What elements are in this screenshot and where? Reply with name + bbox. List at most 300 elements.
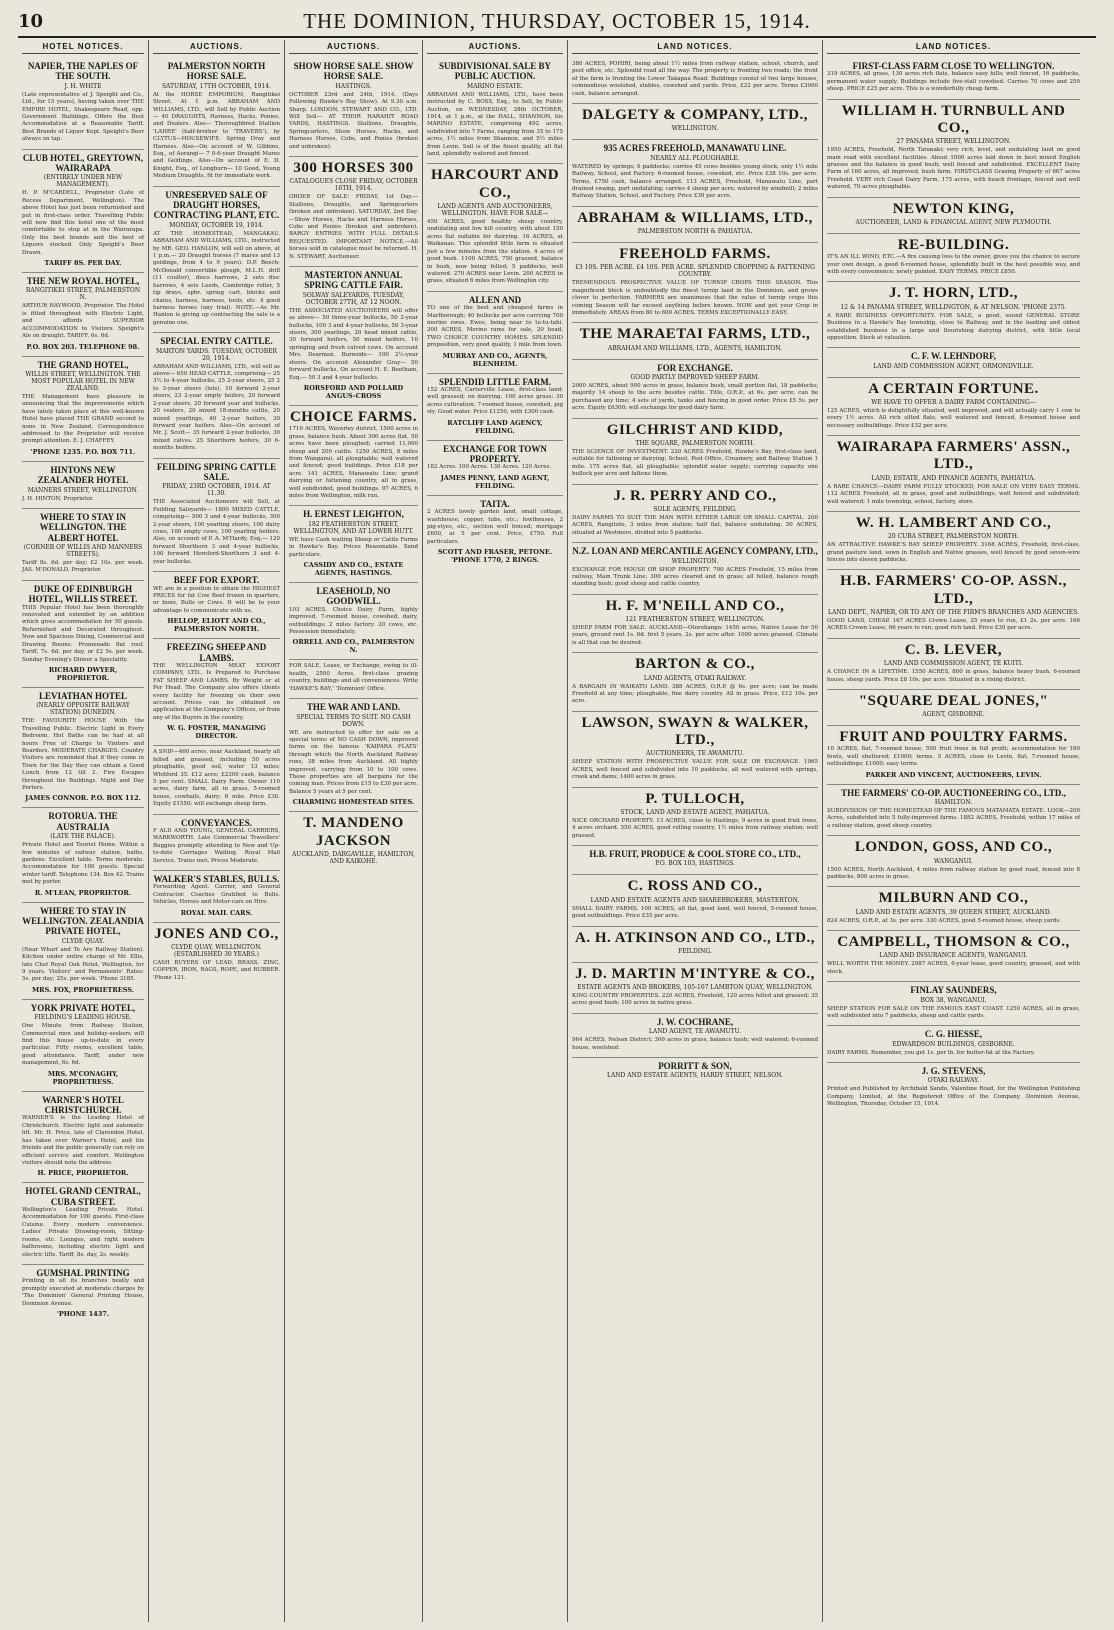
advertisement	[289, 58, 418, 157]
advertisement-signature: 'PHONE 1235. P.O. BOX 711.	[30, 447, 136, 456]
advertisement	[289, 699, 418, 812]
advertisement	[827, 887, 1080, 931]
advertisement-body: DAIRY FARMS TO SUIT THE MAN WITH EITHER LARGE OR SMALL CAPITAL. 200 ACRES, Rangitoto, 3 miles from station; half flat, balance undulating. 50 ACRES, situated at Westmere, divided into 5 paddocks.	[572, 514, 818, 536]
advertisement-subtitle: MARTON YARDS. TUESDAY, OCTOBER 20, 1914.	[155, 347, 278, 362]
advertisement-title: C. ROSS AND CO.,	[627, 878, 763, 895]
advertisement-body: AT THE HOMESTEAD, MANGAKAU. ABRAHAM AND WILLIAMS, LTD., instructed by MR. GEO. HANLON, will sell on above, at 1 p.m.— 20 Draught horses (7 mares and 13 geldings, from 4 to 9 years). D.P. Beech-McDonald convertible plough, M.L.H. drill (11 coulter), discs harrows, 2 sets disc harrows, 4 sets Leeds, Cambridge roller, 5 tip drays, sphr. spring cart, blocks and chains, harness, harness, tools, etc. 4 good harness horses (any trial). NOTE.—As Mr. Hanlon is giving up contracting the sale is a genuine one.	[153, 230, 280, 326]
advertisement-body: 103 ACRES, Choice Dairy Farm, highly improved, 7-roomed house, cowshed, dairy, outbuildings; 2 miles factory. 20 cows, etc. Possession immediately.	[289, 606, 418, 636]
column-2	[148, 40, 284, 1622]
advertisement-subtitle: WE HAVE TO OFFER A DAIRY FARM CONTAINING—	[871, 398, 1036, 406]
advertisement-title: SPECIAL ENTRY CATTLE.	[160, 336, 273, 347]
advertisement-signature: 'PHONE 1437.	[56, 1310, 110, 1319]
advertisement-signature: R. M'LEAN, PROPRIETOR.	[34, 888, 132, 897]
advertisement	[153, 639, 280, 746]
advertisement	[289, 157, 418, 267]
advertisement-body: ABRAHAM AND WILLIAMS, LTD., will sell as above— 650 HEAD CATTLE, comprising— 25 3½ to 4-year bullocks, 25 2-year steers, 25 2 to 3-year steers (lots), 10 forward 2-year steers, 23 2-year empty heifers, 20 forward 2-year steers, 20 forward year and bullocks, 20 vealers, 20 mixed 18-months cattle, 20 mixed yearlings, 40 2-year heifers, 30 forward year heifers. Also—On account of Mr. J. Scott— 35 forward 2-year bullocks, 30 mixed calves. 25 Shorthorn heifers, 30 6-months heifers.	[153, 363, 280, 452]
advertisement-signature: ORRELL AND CO., PALMERSTON N.	[292, 638, 415, 655]
advertisement	[22, 1000, 144, 1092]
advertisement-body: A SNIP—460 acres, near Auckland, nearly all felled and grassed, including 50 acres ploughable, good soil, water 13 miles; Whitford 35. £12 acre; £2300 cash, balance 5 per cent. SMALL Dairy Farm. Owner 110 acres, dairy farm, all in grass, 5-roomed house, cowbails, dairy; 6 mile. Price £30. Equity £1550; will exchange sheep farm.	[153, 749, 280, 808]
advertisement	[22, 1265, 144, 1323]
advertisement-subtitle: (CORNER OF WILLIS AND MANNERS STREETS).	[23, 544, 143, 559]
advertisement-subtitle: SOLWAY SALEYARDS, TUESDAY, OCTOBER 27TH, AT 12 NOON.	[302, 291, 405, 306]
advertisement-signature: MRS. M'CONAGHY, PROPRIETRESS.	[47, 1069, 119, 1086]
advertisement	[827, 570, 1080, 638]
advertisement-title: GILCHRIST AND KIDD,	[606, 421, 784, 438]
advertisement-signature: JAMES CONNOR. P.O. BOX 112.	[25, 794, 141, 803]
advertisement	[827, 348, 1080, 377]
advertisement	[827, 198, 1080, 234]
advertisement-body: WELL WORTH THE MONEY. 2987 ACRES, 6-year lease, good country, grassed, and with stock.	[827, 961, 1080, 975]
advertisement-title: BARTON & CO.,	[635, 656, 755, 673]
advertisement-subtitle: FRIDAY, 23RD OCTOBER, 1914. AT 11.30.	[162, 483, 271, 498]
advertisement-body: GOOD LAND, CHEAP. 167 ACRES Crown Lease, 25 years to run, £1 2s. per acre. 166 ACRES Crown Lease, 66 years to run; good rich land. Price £30 per acre.	[827, 617, 1080, 632]
advertisement-body: At the HORSE EMPORIUM, Rangitikei Street. At 1 p.m. ABRAHAM AND WILLIAMS, LTD., will Sell by Public Auction— 40 DRAUGHTS, Harness, Hacks, Ponies, and Dealers. Also— Thoroughbred Stallion 'LAHRE' (half-brother to 'TRAVERS'), by CLYTUS—HOUSEWIFE. Spring Dray and Harness. Also—On account of W. Gibbins, Esq., of Aorangi— 7 0-6-year Draught Mares and Geldings. Also—On account of E. D. Knight, Esq., of Longburn— 10 Good, Young Medium Draughts, fit for immediate work.	[153, 91, 280, 180]
advertisement-subtitle: (NEARLY OPPOSITE RAILWAY STATION) DUNEDIN.	[36, 702, 130, 717]
advertisement-title: C. B. LEVER,	[904, 641, 1003, 658]
advertisement	[153, 187, 280, 334]
advertisement-body: A RARE BUSINESS OPPORTUNITY. FOR SALE, a good, sound GENERAL STORE Business in a Hawke's Bay township, close to Railway, and in the leading and oldest established business in a large and flourishing dairying district, with little local opposition. Stock at valuation.	[827, 312, 1080, 341]
advertisement-subtitle: THE SQUARE, PALMERSTON NORTH.	[635, 439, 755, 447]
advertisement-title: T. MANDENO JACKSON	[303, 815, 404, 849]
advertisement-body: THE FAVOURITE HOUSE With the Travelling Public. Electric Light in Every Bedroom. Hot Baths can be had at all hours Free of Charge to Visitors and Boarders. MODERATE CHARGES. Country Visitors are reminded that if they come in Town for the Day they can obtain a Good Lunch from 12 till 2. Fire Escapes throughout the Buildings. Night and Day Porters.	[22, 718, 144, 792]
advertisement	[153, 871, 280, 923]
advertisement-body: 1950 ACRES, Freehold, North Taranaki; very rich, level, and undulating land on good main road with excellent facilities. About 1000 acres laid down in best mixed English grasses and the balance in good bush; well fenced and subdivided. EXCELLENT Dairy Farm of 160 acres, all improved, bush farm. FIRST-CLASS Grazing Property of 667 acres Freehold. VERY rich Coast Dairy Farm, 175 acres, with beach frontage, fenced and well watered, 70 acres ploughable.	[827, 147, 1080, 191]
advertisement-subtitle: (ENTIRELY UNDER NEW MANAGEMENT).	[43, 174, 123, 189]
advertisement-title: LEVIATHAN HOTEL	[38, 690, 128, 701]
advertisement	[572, 875, 818, 926]
advertisement-signature: SCOTT AND FRASER, PETONE. 'PHONE 1770, 2 RINGS.	[437, 548, 553, 565]
advertisement-subtitle: £3 10S. PER ACRE. £4 10S. PER ACRE. SPLENDID CROPPING & FATTENING COUNTRY.	[575, 264, 815, 279]
advertisement	[827, 982, 1080, 1026]
advertisement	[22, 688, 144, 809]
advertisement-signature: MRS. FOX, PROPRIETRESS.	[31, 985, 135, 994]
advertisement	[572, 927, 818, 963]
advertisement-subtitle: OTAKI RAILWAY.	[927, 1077, 980, 1085]
advertisement-body: EXCHANGE FOR HOUSE OR SHOP PROPERTY. 700 ACRES Freehold, 15 miles from railway, Main Trunk Line; 300 acres cleared and in grass; all felled, balance rough standing bush; good sheep and cattle country.	[572, 566, 818, 588]
advertisement-body: (Near Wharf and Te Aro Railway Station). Kitchen under entire charge of Mr. Ellis, late Chef Royal Oak Hotel, Wellington, for 9 years. Visitors' and Permanents' Rates: 5s. per day; 25s. per week. 'Phone 3185.	[22, 946, 144, 983]
advertisement-subtitle: LAND AND COMMISSION AGENT, ORMONDVILLE.	[873, 362, 1034, 370]
advertisement	[22, 903, 144, 1000]
advertisement-body: 2000 ACRES, about 900 acres in grass, balance bush, small portion flat, 18 paddocks; majority 14 sheep to the acre besides cattle. Title, O.R.P., at 6s. per acre; can be purchased any time; 4 sets of yards, tanks and fencing in good order. Price £5 5s. per acre. Equity £6300; will exchange for good dairy farm.	[572, 383, 818, 412]
advertisement-subtitle: BOX 38, WANGANUI.	[920, 996, 987, 1004]
advertisement-title: J. T. HORN, LTD.,	[888, 285, 1019, 302]
advertisement-title: FIRST-CLASS FARM CLOSE TO WELLINGTON.	[852, 61, 1055, 71]
advertisement-subtitle: EDWARDSON BUILDINGS, GISBORNE.	[892, 1040, 1015, 1048]
advertisement	[827, 282, 1080, 348]
advertisement	[289, 660, 418, 699]
advertisement-title: ABRAHAM & WILLIAMS, LTD.,	[577, 209, 813, 226]
advertisement-title: P. TULLOCH,	[645, 790, 745, 807]
advertisement-subtitle: J. H. WHITE	[64, 82, 102, 90]
advertisement-body: Printing in all its branches neatly and promptly executed at moderate charges by 'The Dominion' General Printing House, Dominion Avenue.	[22, 1278, 144, 1307]
advertisement-body: 182 Acres. 100 Acres. 130 Acres. 120 Acres.	[427, 464, 552, 471]
column-heading: HOTEL NOTICES.	[22, 40, 144, 54]
advertisement-body: 824 ACRES, O.R.P., at 3s. per acre. 330 ACRES, good 5-roomed house, sheep yards.	[827, 917, 1061, 924]
advertisement	[22, 357, 144, 462]
advertisement-body: WE are in a position to obtain the HIGHEST PRICES for fat Cow Beef frozen in quarters, or bone, Bulls or Cows. It will be to your advantage to communicate with us.	[153, 585, 280, 614]
advertisement	[22, 808, 144, 902]
advertisement-subtitle: MANNERS STREET, WELLINGTON.	[27, 486, 139, 494]
advertisement-signature: CASSIDY AND CO., ESTATE AGENTS, HASTINGS.	[303, 561, 404, 578]
advertisement-title: H. ERNEST LEIGHTON,	[303, 509, 404, 520]
advertisement-signature: H. PRICE, PROPRIETOR.	[37, 1169, 129, 1178]
advertisement-subtitle: LAND DEPT., NAPIER, OR TO ANY OF THE FIRM'S BRANCHES AND AGENCIES.	[828, 608, 1079, 616]
advertisement-subtitle: 27 PANAMA STREET, WELLINGTON.	[896, 138, 1011, 146]
advertisement-body: OCTOBER 23rd and 24th, 1914. (Days Following Hawke's Bay Show). At 9.30 a.m. Sharp. LONDON, STEWART AND CO., LTD. Will Sell— AT THEIR HARAHIT ROAD YARDS, HASTINGS. Stallions, Draughts, Springcarters, Show Horses, Hacks, and Harness Horses, Cobs, and Ponies (broken and unbroken).	[289, 91, 418, 150]
advertisement-subtitle: (LATE THE PALACE).	[50, 833, 116, 841]
advertisement-subtitle: FEILDING.	[678, 947, 712, 955]
advertisement	[572, 207, 818, 243]
advertisement	[827, 100, 1080, 198]
advertisement	[289, 506, 418, 583]
advertisement-body: A CHANCE IN A LIFETIME. 1550 ACRES, 800 in grass, balance heavy bush, 6-roomed house, sheep yards. Price £8 10s. per acre. Situated in a rising district.	[827, 669, 1080, 683]
advertisement-body: (Late representative of J. Speight and Co., Ltd., for 15 years), having taken over THE EMPIRE HOTEL, Shakespeare Road, opp. Government Buildings. Offers the Best Accommodation at a Reasonable Tariff. Best Brands of Liquor Kept. Speight's Beer always on tap.	[22, 91, 144, 143]
advertisement-body: SHEEP FARM FOR SALE. AUCKLAND—Otorohanga: 1450 acres, Native Lease for 50 years, ground rent 1s. 6d. first 5 years, 2s. per acre after. 1000 acres grassed. Climate is all that can be desired.	[572, 625, 818, 646]
advertisement-body: DAIRY FARMS. Remember, you get 1s. per lb. for butter-fat at the Factory.	[827, 1049, 1035, 1056]
advertisement	[572, 712, 818, 788]
advertisement	[153, 459, 280, 572]
advertisement-title: SUBDIVISIONAL SALE BY PUBLIC AUCTION.	[438, 61, 552, 82]
page-number: 10	[18, 10, 44, 32]
advertisement-subtitle: WELLINGTON.	[671, 125, 719, 133]
advertisement-subtitle: LAND AGENTS AND AUCTIONEERS, WELLINGTON. HAVE FOR SALE—	[437, 202, 553, 217]
advertisement-subtitle: PALMERSTON NORTH & PAHIATUA.	[637, 228, 753, 236]
advertisement-title: J. G. STEVENS,	[921, 1066, 986, 1077]
advertisement-body: 2 ACRES lovely garden land, small cottage, washhouse, copper, tubs, etc.; fowlhouses, 2 pig-styes, etc., section well fenced; mortgage £600, at 5 per cent. Price, £750. Full particulars.	[427, 509, 563, 545]
advertisement	[827, 378, 1080, 437]
advertisement-body: SMALL DAIRY FARMS. 100 ACRES, all flat, good land, well fenced, 5-roomed house, good outbuildings. Price £35 per acre.	[572, 905, 818, 920]
advertisement-title: H.B. FRUIT, PRODUCE & COOL STORE CO., LTD.,	[589, 849, 801, 860]
advertisement-body: AN ATTRACTIVE HAWKE'S BAY SHEEP PROPERTY. 3168 ACRES, Freehold, first-class, grand pasture land, sown in English and Native grasses, well fenced by good seven-wire fences into eleven paddocks.	[827, 542, 1080, 564]
advertisement-body: 380 ACRES, POHIRI, being about 1½ miles from railway station, school, church, and post office, etc. Splendid road all the way. The property is fronting two roads; the front of the farm is fronting the Lower Takapau Road. Buildings consist of two large houses, commodious woolshed, stables, cowshed and yards. Price, £22 per acre. Terms £3000 cash, balance arranged.	[572, 61, 818, 97]
advertisement	[827, 836, 1080, 887]
advertisement-body: H. P. M'CARDELL, Proprietor (Late of Recess Department, Wellington). The above Hotel has just been refurnished and put in first-class order. Travelling Public will now find this hotel one of the most comfortable to stop at in the Wairarapa. Only the best brands and the best of Liquors stocked. Only Speight's Beer Drawn.	[22, 190, 144, 256]
advertisement-title: FREEZING SHEEP AND LAMBS.	[166, 642, 267, 663]
advertisement	[22, 150, 144, 273]
advertisement-subtitle: LAND AND ESTATE AGENTS, HARDY STREET, NELSON.	[606, 1072, 783, 1080]
advertisement	[572, 243, 818, 323]
advertisement-title: CAMPBELL, THOMSON & CO.,	[837, 934, 1070, 951]
advertisement-title: CONVEYANCES.	[181, 817, 252, 828]
advertisement-signature: W. G. FOSTER, MANAGING DIRECTOR.	[167, 724, 266, 741]
advertisement-body: ORDER OF SALE: FRIDAY, 1st Day.—Stallions, Draughts, and Springcarters (broken and unbroken). SATURDAY, 2nd Day.—Show Horses, Hacks and Harness Horses, Cobs and Ponies (broken and unbroken). BARGY ENTRIES WITH FULL DETAILS REQUESTED. IMPORTANT NOTICE.—All horses sold in catalogue must be returned. H. N. STEWART, Auctioneer.	[289, 194, 418, 260]
column-1	[18, 40, 148, 1622]
advertisement-subtitle: LAND AND ESTATE AGENTS AND SHAREBROKERS, MASTERTON.	[590, 896, 800, 904]
advertisement-subtitle: ABRAHAM AND WILLIAMS, LTD., AGENTS, HAMILTON.	[607, 344, 783, 352]
advertisement-title: WALKER'S STABLES, BULLS.	[153, 874, 280, 885]
advertisement-title: H. F. M'NEILL AND CO.,	[605, 597, 785, 614]
column-heading: AUCTIONS.	[289, 40, 418, 54]
advertisement-title: "SQUARE DEAL JONES,"	[858, 692, 1049, 709]
advertisement-signature: JAMES PENNY, LAND AGENT, FEILDING.	[440, 473, 550, 490]
advertisement-body: A RARE CHANCE—DAIRY FARM FULLY STOCKED, FOR SALE ON VERY EASY TERMS. 112 ACRES Freehold, all in grass, good and outbuildings; well fenced and subdivided; well watered; 1 mile township, school, factory, store.	[827, 483, 1080, 505]
advertisement	[289, 267, 418, 406]
advertisement-body: WARNER'S is the Leading Hotel of Christchurch. Electric light and automatic lift. Mr. H. Price, late of Clarendon Hotel, has taken over Warner's Hotel, and his friends and the public generally can rely on efficient service and comfort. Wellington visitors should note the address.	[22, 1115, 144, 1166]
advertisement-body: SHEEP STATION FOR SALE ON THE FAMOUS EAST COAST. 1250 ACRES, all in grass, well subdivided into 7 paddocks, sheep and cattle yards.	[827, 1005, 1080, 1019]
advertisement	[827, 58, 1080, 100]
advertisement	[572, 419, 818, 485]
advertisement-title: NEWTON KING,	[892, 200, 1015, 217]
advertisement-body: 1710 ACRES, Waverley district, 1500 acres in grass, balance bush. About 300 acres flat, 50 acres have been ploughed; carried 11,000 sheep and 200 cattle. 1250 ACRES, 8 miles from Wanganui, all ploughable; well watered and fenced; good buildings. Price £18 per acre. 141 ACRES, Manawatu Line; grand dairying or fattening country, all in grass, well subdivided, good buildings. 97 ACRES, 6 miles from Wellington, milk run.	[289, 426, 418, 500]
advertisement	[827, 512, 1080, 571]
advertisement	[827, 436, 1080, 512]
advertisement-subtitle: ESTATE AGENTS AND BROKERS, 105-107 LAMBTON QUAY, WELLINGTON.	[577, 984, 813, 992]
advertisement-title: EXCHANGE FOR TOWN PROPERTY.	[443, 443, 547, 465]
advertisement-title: N.Z. LOAN AND MERCANTILE AGENCY COMPANY, LTD.,	[572, 546, 818, 557]
advertisement	[572, 58, 818, 104]
advertisement-title: PORRITT & SON,	[658, 1061, 732, 1072]
advertisement-body: Private Hotel and Tourist Home. Within a few minutes of railway station, baths, gardens. Excellent table. Terms moderate. Accommodation for 100 guests. Special winter tariff. Telephone 134. Box 42. Trains met by porter.	[22, 842, 144, 886]
advertisement	[22, 509, 144, 581]
advertisement-body: ABRAHAM AND WILLIAMS, LTD., have been instructed by C. BOSS, Esq., to Sell, by Public Auction, on WEDNESDAY, 28th OCTOBER, 1914, at 1 p.m., at the HALL, SHANNON, his MARINO ESTATE, comprising 492 acres, subdivided into 7 Farms, ranging from 35 to 175 acres, 1½ miles from Shannon, and 5½ miles from Levin. Soil is of the finest quality, all flat land, splendidly watered and fenced.	[427, 91, 563, 158]
advertisement-subtitle: HAMILTON.	[934, 799, 973, 807]
masthead	[18, 6, 1096, 38]
advertisement-title: FINLAY SAUNDERS,	[910, 985, 997, 996]
advertisement-subtitle: SATURDAY, 17TH OCTOBER, 1914.	[161, 82, 272, 90]
advertisement-title: FOR EXCHANGE.	[657, 362, 733, 373]
advertisement-body: 1500 ACRES, North Auckland, 4 miles from railway station by good road, fenced into 8 paddocks, 800 acres in grass.	[827, 866, 1080, 880]
advertisement	[572, 963, 818, 1014]
advertisement-title: H.B. FARMERS' CO-OP. ASSN., LTD.,	[840, 573, 1067, 607]
advertisement-body: Printed and Published by Archibald Sando, Valentine Road, for the Wellington Publishing Company, Limited, at the Registered Office of the Company, Dominion Avenue, Wellington, Thursday, October 15, 1914.	[827, 1086, 1080, 1108]
advertisement-subtitle: LAND AND INSURANCE AGENTS, WANGANUI.	[879, 952, 1028, 960]
advertisement-title: FEILDING SPRING CATTLE SALE.	[156, 461, 277, 483]
advertisement-title: CHOICE FARMS.	[289, 409, 418, 426]
advertisement-signature: RICHARD DWYER, PROPRIETOR.	[48, 665, 118, 682]
advertisement	[22, 58, 144, 150]
advertisement-body: ARTHUR HAYWOOD, Proprietor. The Hotel is fitted throughout with Electric Light, and affords SUPERIOR ACCOMMODATION to Visitors. Speight's Ale on draught. TARIFF, 6s. 6d.	[22, 303, 144, 340]
advertisement-body: TREMENDOUS PROSPECTIVE VALUE OF TURNIP CROPS THIS SEASON. This magnificent block is undoubtedly the finest turnip land in the Dominion, and grows clover to perfection. FARMERS are unanimous that the value of turnip crops this coming Season will far exceed anything before known. NOW and get your Crop in immediately. AREAS from 80 to 600 ACRES. TERMS EXCEPTIONALLY EASY.	[572, 280, 818, 316]
advertisement-title: GUMSHAL PRINTING	[36, 1268, 130, 1278]
advertisement	[572, 485, 818, 544]
column-heading: LAND NOTICES.	[572, 40, 818, 54]
advertisement	[153, 923, 280, 988]
advertisement-subtitle: NEARLY ALL PLOUGHABLE.	[650, 154, 740, 162]
advertisement-title: TAITA.	[480, 498, 510, 509]
advertisement-body: F ALD AND YOUNG, GENERAL CARRIERS, WARKWORTH. Late Commercial Travellers' Buggies promptly attending to New and Up-to-date Carriages Waiting. Royal Mail Service. Trains met. Prices Moderate.	[153, 827, 280, 864]
advertisement	[22, 462, 144, 509]
advertisement-body: KING COUNTRY PROPERTIES. 220 ACRES, Freehold, 120 acres felled and grassed; 35 acres good bush; 100 acres in native grass.	[572, 993, 818, 1007]
advertisement-title: 300 HORSES 300	[293, 160, 414, 177]
advertisement-title: J. R. PERRY AND CO.,	[613, 487, 777, 504]
advertisement-title: FREEHOLD FARMS.	[619, 246, 771, 263]
advertisement-body: THE Management have pleasure in announcing that the improvements which have lately taken place at this well-known Hotel have placed THE GRAND second to none in New Zealand. Correspondence addressed to the Proprietor will receive prompt attention. E. J. CHAFFEY.	[22, 393, 144, 445]
advertisement	[572, 140, 818, 206]
advertisement-subtitle: STOCK, LAND AND ESTATE AGENT, PAHIATUA.	[620, 808, 770, 816]
advertisement-body: 152 ACRES, Carterville Lease, first-class land; well grassed; on dairying. 100 acres grass; 30 acres cultivation; 7-roomed house, cowshed, pig sty. Good water. Price £1250, with £300 cash.	[427, 387, 563, 416]
advertisement-title: LEASEHOLD, NO GOODWILL.	[316, 586, 391, 607]
advertisement	[572, 788, 818, 847]
advertisement-title: C. F. W. LEHNDORF,	[910, 351, 997, 362]
advertisement	[572, 653, 818, 712]
advertisement-subtitle: CLYDE QUAY, WELLINGTON. (ESTABLISHED 30 YEARS.)	[171, 943, 262, 958]
advertisement-subtitle: CLYDE QUAY.	[61, 937, 105, 945]
advertisement-title: C. G. HIESSE,	[924, 1029, 983, 1040]
column-4	[422, 40, 567, 1622]
advertisement-title: LAWSON, SWAYN & WALKER, LTD.,	[581, 714, 809, 749]
advertisement-body: One Minute from Railway Station, Commercial men and holiday-seekers will find this house up-to-date in every particular. Fifty rooms, excellent table, good attendance. Tariff, under new management, 6s. 6d.	[22, 1023, 144, 1067]
advertisement-title: J. W. COCHRANE,	[656, 1016, 734, 1027]
advertisement-body: WE are instructed to offer for sale on a special terms of NO CASH DOWN, improved farms on the famous 'KAIPARA FLATS' through which the North Auckland Railway runs, 38 miles from Auckland. All highly improved, carrying from 10 to 100 cows. These properties are all bargains for the coming man. Prices from £15 to £30 per acre. Balance 5 years at 5 per cent.	[289, 729, 418, 795]
advertisement-title: WARNER'S HOTEL CHRISTCHURCH.	[42, 1094, 124, 1116]
advertisement-body: THE Associated Auctioneers will Sell, at Feilding Saleyards— 1800 MIXED CATTLE, comprising— 500 3 and 4-year bullocks, 300 2-year steers, 100 yearling steers, 100 dairy cows, 100 empty cows, 100 yearling heifers. Also, on account of P. A. M'Hardy, Esq.— 120 forward Shorthorn 3 and 4-year bullocks, 100 forward Hereford-Shorthorn 3 and 4-year bullocks.	[153, 499, 280, 565]
advertisement	[827, 1026, 1080, 1063]
advertisement-title: NAPIER, THE NAPLES OF THE SOUTH.	[27, 61, 139, 82]
advertisement-title: UNRESERVED SALE OF DRAUGHT HORSES, CONTRACTING PLANT, ETC.	[153, 189, 280, 221]
advertisement-title: FRUIT AND POULTRY FARMS.	[839, 729, 1068, 746]
advertisement-subtitle: LAND AND ESTATE AGENTS, 39 QUEEN STREET, AUCKLAND.	[855, 908, 1052, 916]
column-heading: AUCTIONS.	[427, 40, 563, 54]
advertisement-body: 10 ACRES, flat, 7-roomed house, 500 fruit trees in full profit; accommodation for 160 fowls, well sheltered; £1000; terms. 5 ACRES, close to Levin, flat, 7-roomed house, outbuildings; £1000; easy terms.	[827, 746, 1080, 768]
advertisement	[289, 812, 418, 872]
advertisement-body: 125 ACRES, which is delightfully situated, well improved, and will actually carry 1 cow to every 1½ acres. All rich silted flats, well watered and fenced, 8-roomed house and necessary outbuildings. Price £32 per acre.	[827, 407, 1080, 429]
advertisement-subtitle: WANGANUI.	[933, 857, 974, 865]
advertisement-body: Wellington's Leading Private Hotel. Accommodation for 100 guests. First-class Cuisine. Every modern convenience. Ladies' Private Drawing-room, Sitting-rooms, etc. Lounges, and right modern bathrooms, including electric light and electric lifts. Tariff, 8s. day, 2s. weekly.	[22, 1207, 144, 1258]
advertisement-body: A BARGAIN IN WAIKATO LAND. 388 ACRES, O.R.P. @ 6s. per acre; can be made Freehold at any time; ploughable, fine dairy country. All in grass. Price, £12 10s. per acre.	[572, 683, 818, 705]
advertisement-body: CASH BUYERS OF LEAD, BRASS, ZINC, COPPER, IRON, RAGS, ROPE, and RUBBER. 'Phone 121.	[153, 959, 280, 981]
advertisement	[827, 785, 1080, 837]
advertisement-body: 319 ACRES, all grass, 130 acres rich flats, balance easy hills; well fenced, 16 paddocks, permanent water supply. Buildings include five-stall cowshed. Carries 70 cows and 250 sheep. PRICE £25 per acre. This is a wonderfully cheap farm.	[827, 71, 1080, 93]
advertisement-subtitle: SOLE AGENTS, FEILDING.	[653, 505, 737, 513]
advertisement-body: Forwarding Agent. Carrier, and General Contractor. Coaches Gratified to Bulls. Vehicles, Horses and Motor-cars on Hire.	[153, 884, 280, 906]
advertisement-title: DALGETY & COMPANY, LTD.,	[582, 107, 808, 124]
advertisement-signature: MURRAY AND CO., AGENTS, BLENHEIM.	[442, 351, 548, 368]
advertisement-title: HARCOURT AND CO.,	[430, 167, 560, 201]
advertisement-subtitle: 121 FEATHERSTON STREET, WELLINGTON.	[625, 616, 765, 624]
advertisement	[153, 58, 280, 187]
advertisement	[22, 1092, 144, 1184]
advertisement	[827, 690, 1080, 726]
advertisement-body: SUBDIVISION OF THE HOMESTEAD OF THE FAMOUS MATAMATA ESTATE. LOOK—200 Acres, subdivided into 5 fully-improved farms. 1882 ACRES, Freehold, within 17 miles of a railway station, good sheep country.	[827, 808, 1080, 829]
advertisement-subtitle: SPECIAL TERMS TO SUIT. NO CASH DOWN.	[296, 713, 411, 728]
advertisement	[572, 1014, 818, 1058]
advertisement	[427, 58, 563, 164]
advertisement-body: TO one of the best and cheapest farms in Marlborough; 40 bullocks per acre carrying 700 merino ewes. Ewes, being near to tu-tu-tahi. 300 ACRES, Merino rams for sale, 20 head. TWO CHOICE COUNTRY HOMES. SPLENDID proposition, very good quality, 1 mile from town.	[427, 305, 563, 349]
advertisement-subtitle: MARINO ESTATE.	[467, 82, 523, 90]
advertisement	[572, 1058, 818, 1086]
advertisement-title: WILLIAM H. TURNBULL AND CO.,	[841, 102, 1066, 136]
advertisement	[827, 726, 1080, 785]
advertisement-title: 935 ACRES FREEHOLD, MANAWATU LINE.	[603, 143, 787, 154]
advertisement-signature: RATCLIFF LAND AGENCY, FEILDING.	[447, 418, 543, 435]
advertisement-title: WHERE TO STAY IN WELLINGTON. THE ALBERT HOTEL	[39, 511, 127, 543]
advertisement-signature: PARKER AND VINCENT, AUCTIONEERS, LEVIN.	[865, 770, 1042, 779]
advertisement-subtitle: AUCTIONEERS, TE AWAMUTU.	[646, 750, 744, 758]
advertisement-title: WAIRARAPA FARMERS' ASSN., LTD.,	[836, 439, 1071, 473]
column-heading: AUCTIONS.	[153, 40, 280, 54]
column-3	[284, 40, 422, 1622]
advertisement-title: THE NEW ROYAL HOTEL,	[26, 276, 140, 287]
newspaper-title: THE DOMINION, THURSDAY, OCTOBER 15, 1914.	[303, 8, 811, 33]
advertisement-subtitle: WILLIS STREET, WELLINGTON. THE MOST POPULAR HOTEL IN NEW ZEALAND.	[25, 370, 141, 392]
advertisement	[572, 323, 818, 359]
advertisement-subtitle: P.O. BOX 103, HASTINGS.	[655, 860, 735, 868]
advertisement-subtitle: AUCKLAND, DARGAVILLE, HAMILTON, AND KAIKOHE.	[291, 850, 416, 865]
advertisement	[827, 1063, 1080, 1114]
advertisement	[153, 333, 280, 458]
advertisement-subtitle: LAND, ESTATE, AND FINANCE AGENTS, PAHIATUA.	[871, 474, 1036, 482]
advertisement	[827, 639, 1080, 690]
advertisement-title: SPLENDID LITTLE FARM.	[438, 376, 552, 387]
advertisement-signature: ROYAL MAIL CARS.	[180, 908, 253, 917]
advertisement-title: YORK PRIVATE HOTEL,	[30, 1002, 136, 1013]
advertisement-title: THE MARAETAI FARMS, LTD.,	[579, 326, 811, 343]
advertisement-subtitle: 12 & 14 PANAMA STREET, WELLINGTON, & AT NELSON. 'PHONE 2375.	[840, 303, 1067, 311]
advertisement	[427, 496, 563, 569]
advertisement-title: HINTONS NEW ZEALANDER HOTEL	[37, 464, 129, 486]
advertisement	[153, 746, 280, 814]
advertisement-title: MASTERTON ANNUAL SPRING CATTLE FAIR.	[304, 270, 403, 291]
advertisement-subtitle: HASTINGS.	[335, 82, 372, 90]
advertisement	[153, 815, 280, 871]
advertisement	[289, 406, 418, 506]
advertisement-subtitle: AUCTIONEER, LAND & FINANCIAL AGENT, NEW PLYMOUTH.	[855, 218, 1052, 226]
advertisement-subtitle: MONDAY, OCTOBER 19, 1914.	[169, 221, 264, 229]
advertisement-title: PALMERSTON NORTH HORSE SALE.	[167, 61, 266, 82]
advertisement-signature: RORSFORD AND POLLARD ANGUS-CROSS	[303, 384, 404, 401]
advertisement	[427, 374, 563, 441]
advertisement	[572, 846, 818, 875]
advertisement	[572, 360, 818, 419]
advertisement-subtitle: LAND AGENT, TE AWAMUTU.	[648, 1028, 742, 1036]
advertisement-body: WATERED by springs; 6 paddocks; carries 45 cows besides young stock; only 1½ mile Railway, School, and Factory. 6-roomed house, cowshed, etc. Price £38 10s. per acre. Terms, £750 cash, balance arranged. 113 ACRES, Freehold, Manawatu Line, part drained swamp, part undulating; carries 4 sheep per acre; watered by windmill; 2 miles Railway Station, School, and Factory. Price £30 per acre.	[572, 163, 818, 200]
advertisement	[572, 543, 818, 595]
advertisement	[289, 583, 418, 660]
advertisement-body: THIS Popular Hotel has been thoroughly renovated and extended by an addition which gives accommodation for 50 guests. Refurnished and Decorated throughout. New and Spacious Dining, Commercial and Drawing Rooms. Promenade flat roof. Tariff, 7s. 6d. per day, or £2 5s. per week. Sunday Evening's Dinner a Speciality.	[22, 604, 144, 663]
advertisement-signature: P.O. BOX 203. TELEPHONE 98.	[26, 342, 140, 351]
advertisement-subtitle: WELLINGTON.	[671, 557, 719, 565]
advertisement-subtitle: RANGITIKEI STREET, PALMERSTON N.	[25, 287, 141, 302]
advertisement-title: THE FARMERS' CO-OP. AUCTIONEERING CO., LTD.,	[841, 787, 1066, 798]
advertisement-title: ALLEN AND	[468, 294, 522, 305]
advertisement-title: THE WAR AND LAND.	[306, 702, 401, 713]
advertisement-title: RE-BUILDING.	[897, 236, 1010, 253]
advertisement	[827, 234, 1080, 283]
advertisement-signature: TARIFF 8S. PER DAY.	[44, 259, 122, 268]
advertisement-subtitle: AGENT, GISBORNE.	[922, 711, 985, 719]
advertisement	[572, 595, 818, 654]
advertisement-body: IT'S AN ILL WIND, ETC.—A fire causing loss to the owner, gives you the chance to secure your own design, a good 6-roomed house, splendidly built in the best possible way, and with every convenience; newly painted. EASY TERMS. PRICE £850.	[827, 254, 1080, 275]
advertisement-title: THE GRAND HOTEL,	[37, 359, 129, 370]
advertisement-body: J. H. HINTON, Proprietor.	[22, 495, 94, 502]
advertisement-subtitle: 20 CUBA STREET, PALMERSTON NORTH.	[888, 533, 1019, 541]
advertisement-title: MILBURN AND CO.,	[878, 890, 1029, 907]
column-5	[567, 40, 822, 1622]
advertisement-title: HOTEL GRAND CENTRAL, CUBA STREET.	[25, 1186, 141, 1207]
advertisement-subtitle: 182 FEATHERSTON STREET, WELLINGTON, AND AT LOWER HUTT.	[293, 520, 414, 535]
advertisement-title: W. H. LAMBERT AND CO.,	[855, 514, 1052, 531]
advertisement-title: DUKE OF EDINBURGH HOTEL, WILLIS STREET.	[28, 583, 138, 605]
advertisement-body: FOR SALE, Lease, or Exchange, owing to ill-health, 2500 Acres, first-class grazing country, buildings and all conveniences. Write 'HAWKE'S BAY,' 'Dominion' Office.	[289, 663, 418, 692]
advertisement-signature: CHARMING HOMESTEAD SITES.	[292, 798, 415, 807]
advertisement-subtitle: LAND AGENTS, OTAKI RAILWAY.	[643, 674, 747, 682]
advertisement	[22, 581, 144, 688]
advertisement-body: WE have Cash waiting Sheep or Cattle Farms in Hawke's Bay. Prices Reasonable. Send particulars.	[289, 536, 418, 558]
advertisement	[153, 572, 280, 639]
advertisement-subtitle: GOOD PARTLY IMPROVED SHEEP FARM.	[630, 374, 760, 382]
advertisement-body: NICE ORCHARD PROPERTY. 13 ACRES, close to Hastings, 9 acres in good fruit trees, 4 acres orchard. 550 ACRES, good rolling country, 1½ miles from railway station; well grassed.	[572, 817, 818, 839]
advertisement-subtitle: LAND AND COMMISSION AGENT, TE KUITI.	[883, 660, 1024, 668]
advertisement-title: JONES AND CO.,	[154, 925, 279, 942]
column-heading: LAND NOTICES.	[827, 40, 1080, 54]
advertisement-body: Tariff 8s. 6d. per day; £2 10s. per week. JAS. M'DONALD, Proprietor.	[22, 560, 144, 574]
advertisement-body: SHEEP STATION WITH PROSPECTIVE VALUE FOR SALE OR EXCHANGE. 1965 ACRES, well fenced and subdivided into 10 paddocks, all well watered with springs, creek and dams; 1400 acres in grass.	[572, 759, 818, 781]
advertisement-title: WHERE TO STAY IN WELLINGTON. ZEALANDIA PRIVATE HOTEL,	[22, 905, 144, 937]
advertisement-body: THE SCIENCE OF INVESTMENT. 220 ACRES Freehold, Hawke's Bay, first-class land, suitable for fattening or dairying; School, Post Office, Creamery, and Railway Station 1 mile. 175 acres flat, all ploughable; splendid water supply; carrying capacity one bullock per acre and fattens them.	[572, 448, 818, 478]
advertisement-subtitle: CATALOGUES CLOSE FRIDAY, OCTOBER 16TH, 1914.	[289, 178, 418, 193]
advertisement	[427, 164, 563, 291]
advertisement	[827, 931, 1080, 982]
